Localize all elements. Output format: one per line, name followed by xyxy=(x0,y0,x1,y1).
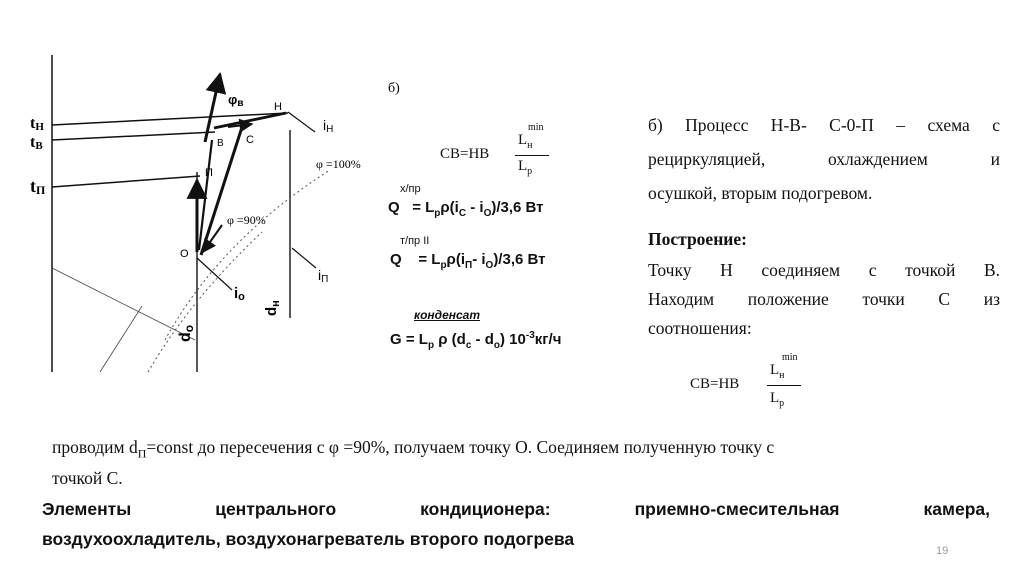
elements-line-2: воздухоохладитель, воздухонагреватель второго подогрева xyxy=(42,529,575,549)
label-i-o: iо xyxy=(234,285,245,303)
bottom-line-1: проводим $d_П=const$ до пересечения с φ =90%, получаем точку О. Соединяем полученную точку с xyxy=(52,437,775,461)
condensate-label: конденсат xyxy=(414,308,481,322)
label-t-p: tП xyxy=(30,176,46,197)
label-point-h: Н xyxy=(274,101,282,113)
label-point-p: П xyxy=(205,167,213,179)
label-phi-100: φ =100% xyxy=(316,157,361,171)
construction-line-2: Находим положение точки С из xyxy=(648,289,1000,309)
construction-line-3: соотношения: xyxy=(648,318,752,338)
enthalpy-io-line xyxy=(197,258,232,290)
label-point-b: В xyxy=(217,138,224,149)
formula-g-condensate: $G = L_р$ ρ $(d_с - d_о)$ $10^{-3}кг/ч$ xyxy=(390,330,562,351)
enthalpy-ip-line xyxy=(292,248,316,268)
elements-line-1: Элементы центрального кондиционера: приемно-смесительная камера, xyxy=(42,499,990,519)
label-t-v: tВ xyxy=(30,134,43,152)
page-number: 19 xyxy=(936,545,949,557)
frac-denominator: $L_р$ xyxy=(518,158,533,177)
description-line-2: рециркуляцией, охлаждением и xyxy=(648,149,1000,169)
elements-paragraph xyxy=(42,494,990,554)
formula-cb-hb: CB=HB min $L_н$ $L_р$ xyxy=(440,128,570,178)
label-d-h: $d_н$ xyxy=(263,300,282,316)
process-o-b-line xyxy=(199,140,212,250)
label-phi-90: φ =90% xyxy=(227,213,266,227)
frac-numerator: $L_н$ xyxy=(518,132,533,151)
label-i-h: iН xyxy=(323,117,334,135)
label-t-n: tН xyxy=(30,115,44,133)
isotherm-tp-line xyxy=(52,176,200,187)
description-line-3: осушкой, вторым подогревом. xyxy=(648,183,873,203)
frac-line-2 xyxy=(767,385,801,386)
curve-phi-100 xyxy=(165,170,330,340)
process-description xyxy=(648,108,1000,210)
label-point-c: С xyxy=(246,134,254,146)
bottom-line-2: точкой С. xyxy=(52,467,123,488)
label-i-p: iП xyxy=(318,267,329,285)
formula-cb-hb-2: CB=HB min $L_н$ $L_р$ xyxy=(690,358,820,414)
construction-heading: Построение: xyxy=(648,229,747,249)
description-line-1: б) Процесс Н-В- С-0-П – схема с xyxy=(648,115,1000,135)
isotherm-tv-line xyxy=(52,132,215,140)
bottom-paragraph xyxy=(52,435,992,490)
label-phi-v: φв xyxy=(228,92,244,109)
enthalpy-ih-line xyxy=(288,112,315,132)
frac-line xyxy=(515,155,549,156)
formula-q-heating: т/пр II Q = $L_р\rho(i_П-$ $i_О)/3,6$ Вт xyxy=(390,235,546,271)
label-point-o: О xyxy=(180,248,189,260)
diagonal-line-1 xyxy=(52,268,195,340)
frac-min-label: min xyxy=(528,122,544,133)
construction-text xyxy=(648,256,1000,343)
label-d-o: dо xyxy=(177,324,196,342)
construction-line-1: Точку Н соединяем с точкой В. xyxy=(648,260,1000,280)
label-b: б) xyxy=(388,81,400,96)
formula-q-cooling: х/пр Q = $L_р\rho(i_С - i_О)/3,6$ Вт xyxy=(388,183,544,219)
diagonal-line-2 xyxy=(100,306,142,372)
